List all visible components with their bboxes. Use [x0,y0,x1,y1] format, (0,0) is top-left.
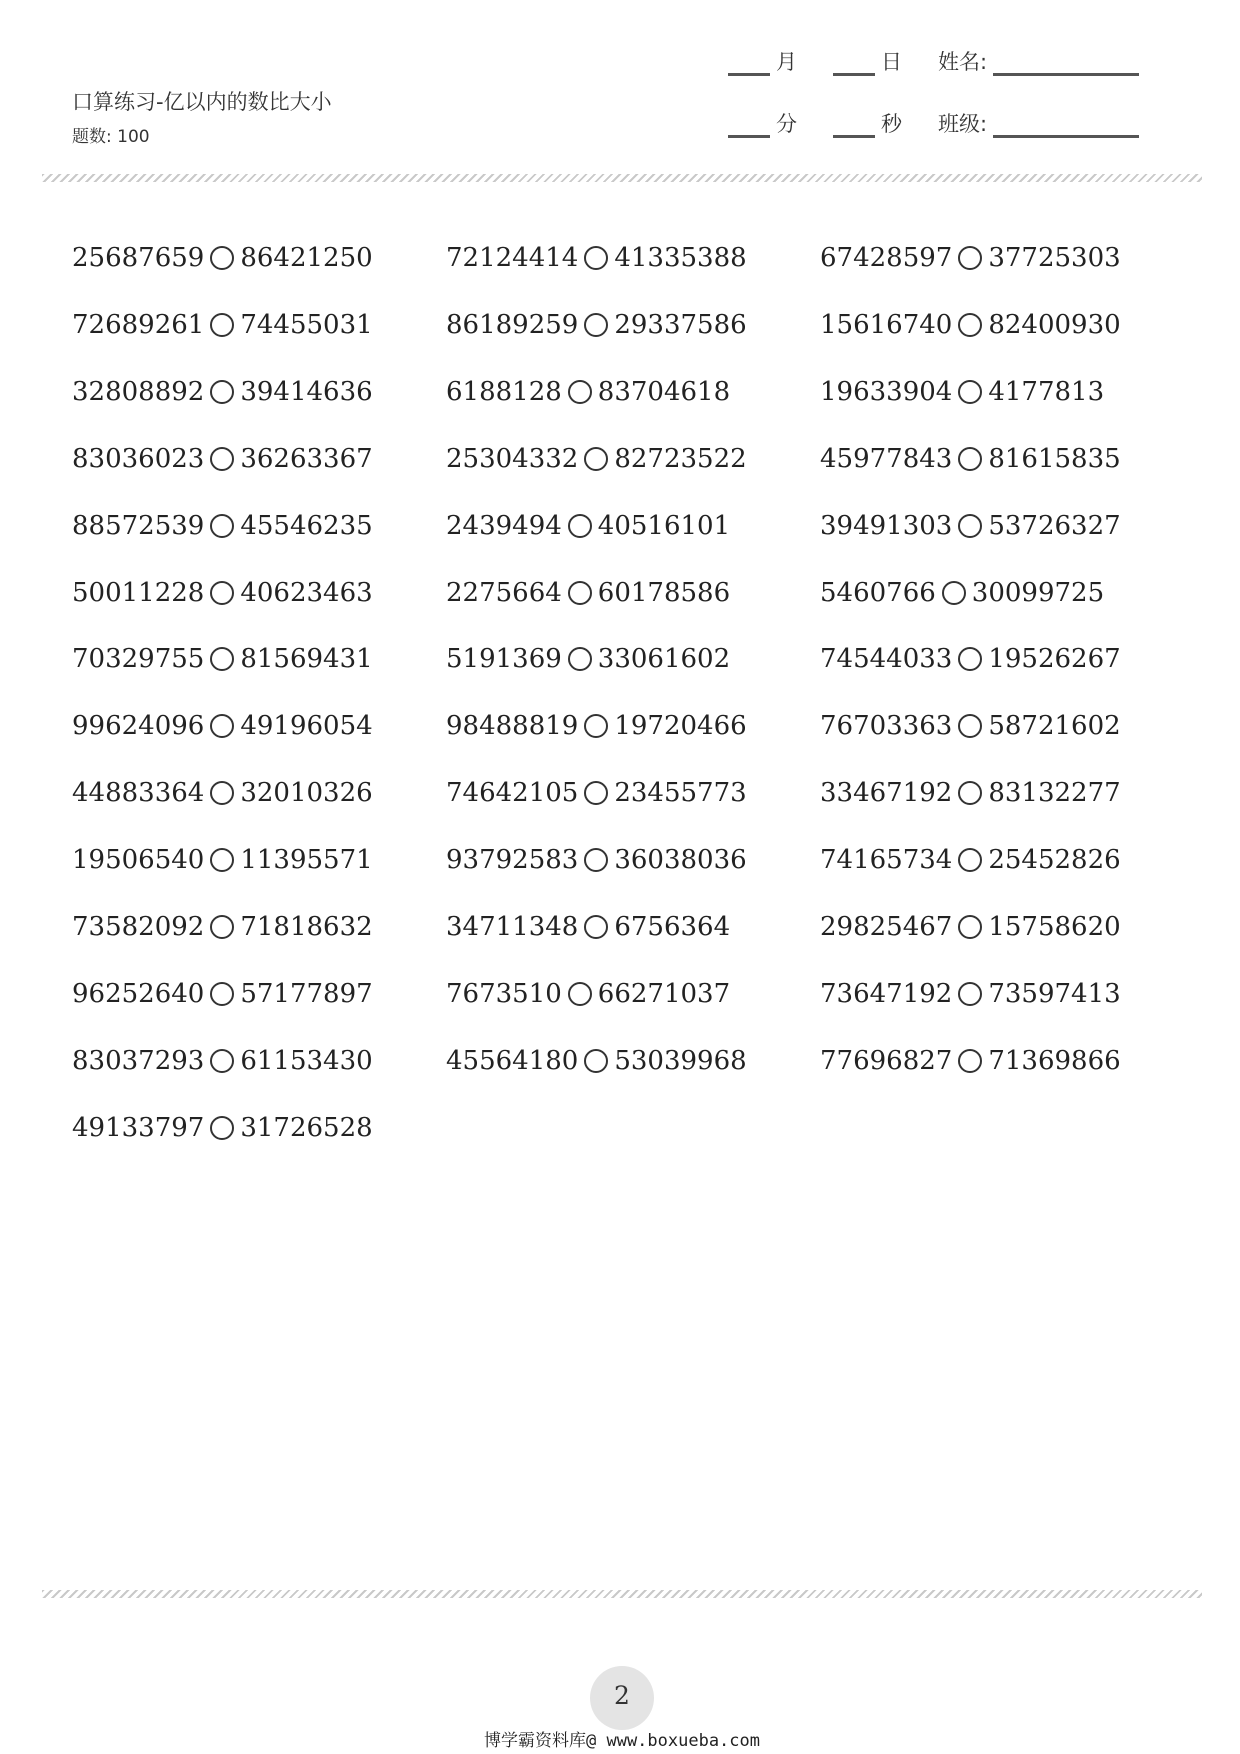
left-number: 86189259 [446,309,579,340]
comparison-problem [72,1041,373,1081]
right-number: 30099725 [971,577,1105,608]
right-number: 82400930 [988,309,1121,340]
left-number: 5460766 [820,577,936,608]
right-number: 58721602 [988,711,1121,742]
answer-circle[interactable] [958,982,982,1006]
answer-circle[interactable] [584,313,608,337]
left-number: 88572539 [72,510,205,541]
month-blank[interactable] [728,51,770,76]
second-blank[interactable] [833,113,875,138]
answer-circle[interactable] [568,514,592,538]
comparison-problem [72,238,373,278]
comparison-problem [820,573,1104,613]
answer-circle[interactable] [210,647,234,671]
answer-circle[interactable] [958,848,982,872]
answer-circle[interactable] [210,915,234,939]
comparison-problem [820,773,1121,813]
right-number: 57177897 [240,978,373,1009]
comparison-problem [446,305,747,345]
right-number: 60178586 [597,577,731,608]
right-number: 31726528 [240,1112,373,1143]
comparison-problem [820,706,1121,746]
comparison-problem [446,439,747,479]
comparison-problem [820,238,1121,278]
right-number: 40516101 [597,510,731,541]
left-number: 49133797 [72,1112,205,1143]
right-number: 61153430 [240,1045,373,1076]
comparison-problem [820,1041,1121,1081]
comparison-problem [72,840,373,880]
left-number: 83036023 [72,443,205,474]
answer-circle[interactable] [568,982,592,1006]
answer-circle[interactable] [210,982,234,1006]
left-number: 25687659 [72,243,205,273]
date-field [728,46,1145,76]
comparison-problem [72,773,373,813]
left-number: 45564180 [446,1045,579,1076]
page-number: 2 [590,1666,654,1730]
comparison-problem [72,907,373,947]
comparison-problem [446,706,747,746]
right-number: 53039968 [614,1045,747,1076]
right-number: 41335388 [614,243,747,273]
left-number: 34711348 [446,912,579,942]
worksheet-title: 口算练习-亿以内的数比大小 [72,90,332,114]
answer-circle[interactable] [584,1049,608,1073]
left-number: 5191369 [446,644,562,675]
comparison-problem [446,573,730,613]
answer-circle[interactable] [958,781,982,805]
comparison-problem [446,974,730,1014]
right-number: 36263367 [240,443,373,474]
comparison-problem [820,439,1121,479]
answer-circle[interactable] [584,848,608,872]
answer-circle[interactable] [210,514,234,538]
right-number: 81615835 [988,443,1121,474]
name-blank[interactable] [993,51,1139,76]
right-number: 71369866 [988,1045,1121,1076]
header-divider [42,174,1202,182]
footer-divider [42,1590,1202,1598]
right-number: 45546235 [240,510,373,541]
second-label: 秒 [881,112,902,136]
answer-circle[interactable] [584,915,608,939]
answer-circle[interactable] [210,581,234,605]
comparison-problem [72,372,373,412]
answer-circle[interactable] [210,1049,234,1073]
left-number: 19633904 [820,376,953,407]
right-number: 74455031 [240,309,373,340]
comparison-problem [72,305,373,345]
right-number: 40623463 [240,577,373,608]
answer-circle[interactable] [958,380,982,404]
right-number: 19526267 [988,644,1121,675]
answer-circle[interactable] [210,848,234,872]
left-number: 93792583 [446,845,579,876]
right-number: 37725303 [988,243,1121,273]
right-number: 4177813 [988,376,1105,407]
answer-circle[interactable] [584,246,608,270]
left-number: 96252640 [72,978,205,1009]
answer-circle[interactable] [210,447,234,471]
minute-label: 分 [776,112,797,136]
answer-circle[interactable] [568,581,592,605]
right-number: 25452826 [988,845,1121,876]
left-number: 99624096 [72,711,205,742]
comparison-problem [72,706,373,746]
answer-circle[interactable] [958,447,982,471]
problem-count: 题数: 100 [72,127,150,147]
comparison-problem [446,907,730,947]
answer-circle[interactable] [958,1049,982,1073]
answer-circle[interactable] [584,781,608,805]
right-number: 83704618 [597,376,731,407]
left-number: 77696827 [820,1045,953,1076]
month-label: 月 [776,50,797,74]
answer-circle[interactable] [958,514,982,538]
comparison-problem [72,439,373,479]
answer-circle[interactable] [584,714,608,738]
comparison-problem [820,639,1121,679]
answer-circle[interactable] [568,647,592,671]
comparison-problem [446,372,730,412]
left-number: 76703363 [820,711,953,742]
answer-circle[interactable] [584,447,608,471]
left-number: 70329755 [72,644,205,675]
comparison-problem [446,238,747,278]
left-number: 2439494 [446,510,562,541]
footer-watermark: 博学霸资料库@ www.boxueba.com [484,1731,760,1751]
class-label: 班级: [938,112,988,136]
left-number: 74642105 [446,778,579,809]
left-number: 39491303 [820,510,953,541]
answer-circle[interactable] [958,246,982,270]
class-blank[interactable] [993,113,1139,138]
right-number: 83132277 [988,778,1121,809]
answer-circle[interactable] [958,714,982,738]
left-number: 83037293 [72,1045,205,1076]
right-number: 29337586 [614,309,747,340]
day-label: 日 [881,50,902,74]
left-number: 74544033 [820,644,953,675]
right-number: 32010326 [240,778,373,809]
right-number: 19720466 [614,711,747,742]
comparison-problem [446,639,730,679]
answer-circle[interactable] [958,313,982,337]
comparison-problem [820,907,1121,947]
left-number: 7673510 [446,978,562,1009]
comparison-problem [820,840,1121,880]
right-number: 82723522 [614,443,747,474]
day-blank[interactable] [833,51,875,76]
answer-circle[interactable] [210,313,234,337]
comparison-problem [446,840,747,880]
left-number: 25304332 [446,443,579,474]
minute-blank[interactable] [728,113,770,138]
left-number: 73582092 [72,912,205,942]
left-number: 44883364 [72,778,205,809]
right-number: 71818632 [240,912,373,942]
comparison-problem [446,1041,747,1081]
right-number: 36038036 [614,845,747,876]
comparison-problem [72,573,373,613]
comparison-problem [72,1108,373,1148]
comparison-problem [446,773,747,813]
right-number: 23455773 [614,778,747,809]
right-number: 66271037 [597,978,731,1009]
left-number: 72689261 [72,309,205,340]
left-number: 67428597 [820,243,953,273]
comparison-problem [72,974,373,1014]
comparison-problem [72,639,373,679]
comparison-problem [820,305,1121,345]
left-number: 19506540 [72,845,205,876]
left-number: 29825467 [820,912,953,942]
answer-circle[interactable] [210,246,234,270]
answer-circle[interactable] [210,781,234,805]
comparison-problem [820,372,1104,412]
left-number: 50011228 [72,577,205,608]
left-number: 45977843 [820,443,953,474]
comparison-problem [820,506,1121,546]
right-number: 53726327 [988,510,1121,541]
comparison-problem [820,974,1121,1014]
right-number: 49196054 [240,711,373,742]
right-number: 33061602 [597,644,731,675]
right-number: 6756364 [614,912,731,942]
left-number: 72124414 [446,243,579,273]
comparison-problem [72,506,373,546]
left-number: 32808892 [72,376,205,407]
comparison-problem [446,506,730,546]
answer-circle[interactable] [958,915,982,939]
left-number: 15616740 [820,309,953,340]
left-number: 73647192 [820,978,953,1009]
left-number: 98488819 [446,711,579,742]
answer-circle[interactable] [210,714,234,738]
left-number: 2275664 [446,577,562,608]
right-number: 86421250 [240,243,373,273]
time-field [728,108,1145,138]
right-number: 73597413 [988,978,1121,1009]
answer-circle[interactable] [958,647,982,671]
left-number: 33467192 [820,778,953,809]
answer-circle[interactable] [210,1116,234,1140]
right-number: 39414636 [240,376,373,407]
right-number: 15758620 [988,912,1121,942]
right-number: 81569431 [240,644,373,675]
left-number: 74165734 [820,845,953,876]
right-number: 11395571 [240,845,373,876]
left-number: 6188128 [446,376,562,407]
answer-circle[interactable] [942,581,966,605]
answer-circle[interactable] [210,380,234,404]
name-label: 姓名: [938,50,988,74]
answer-circle[interactable] [568,380,592,404]
